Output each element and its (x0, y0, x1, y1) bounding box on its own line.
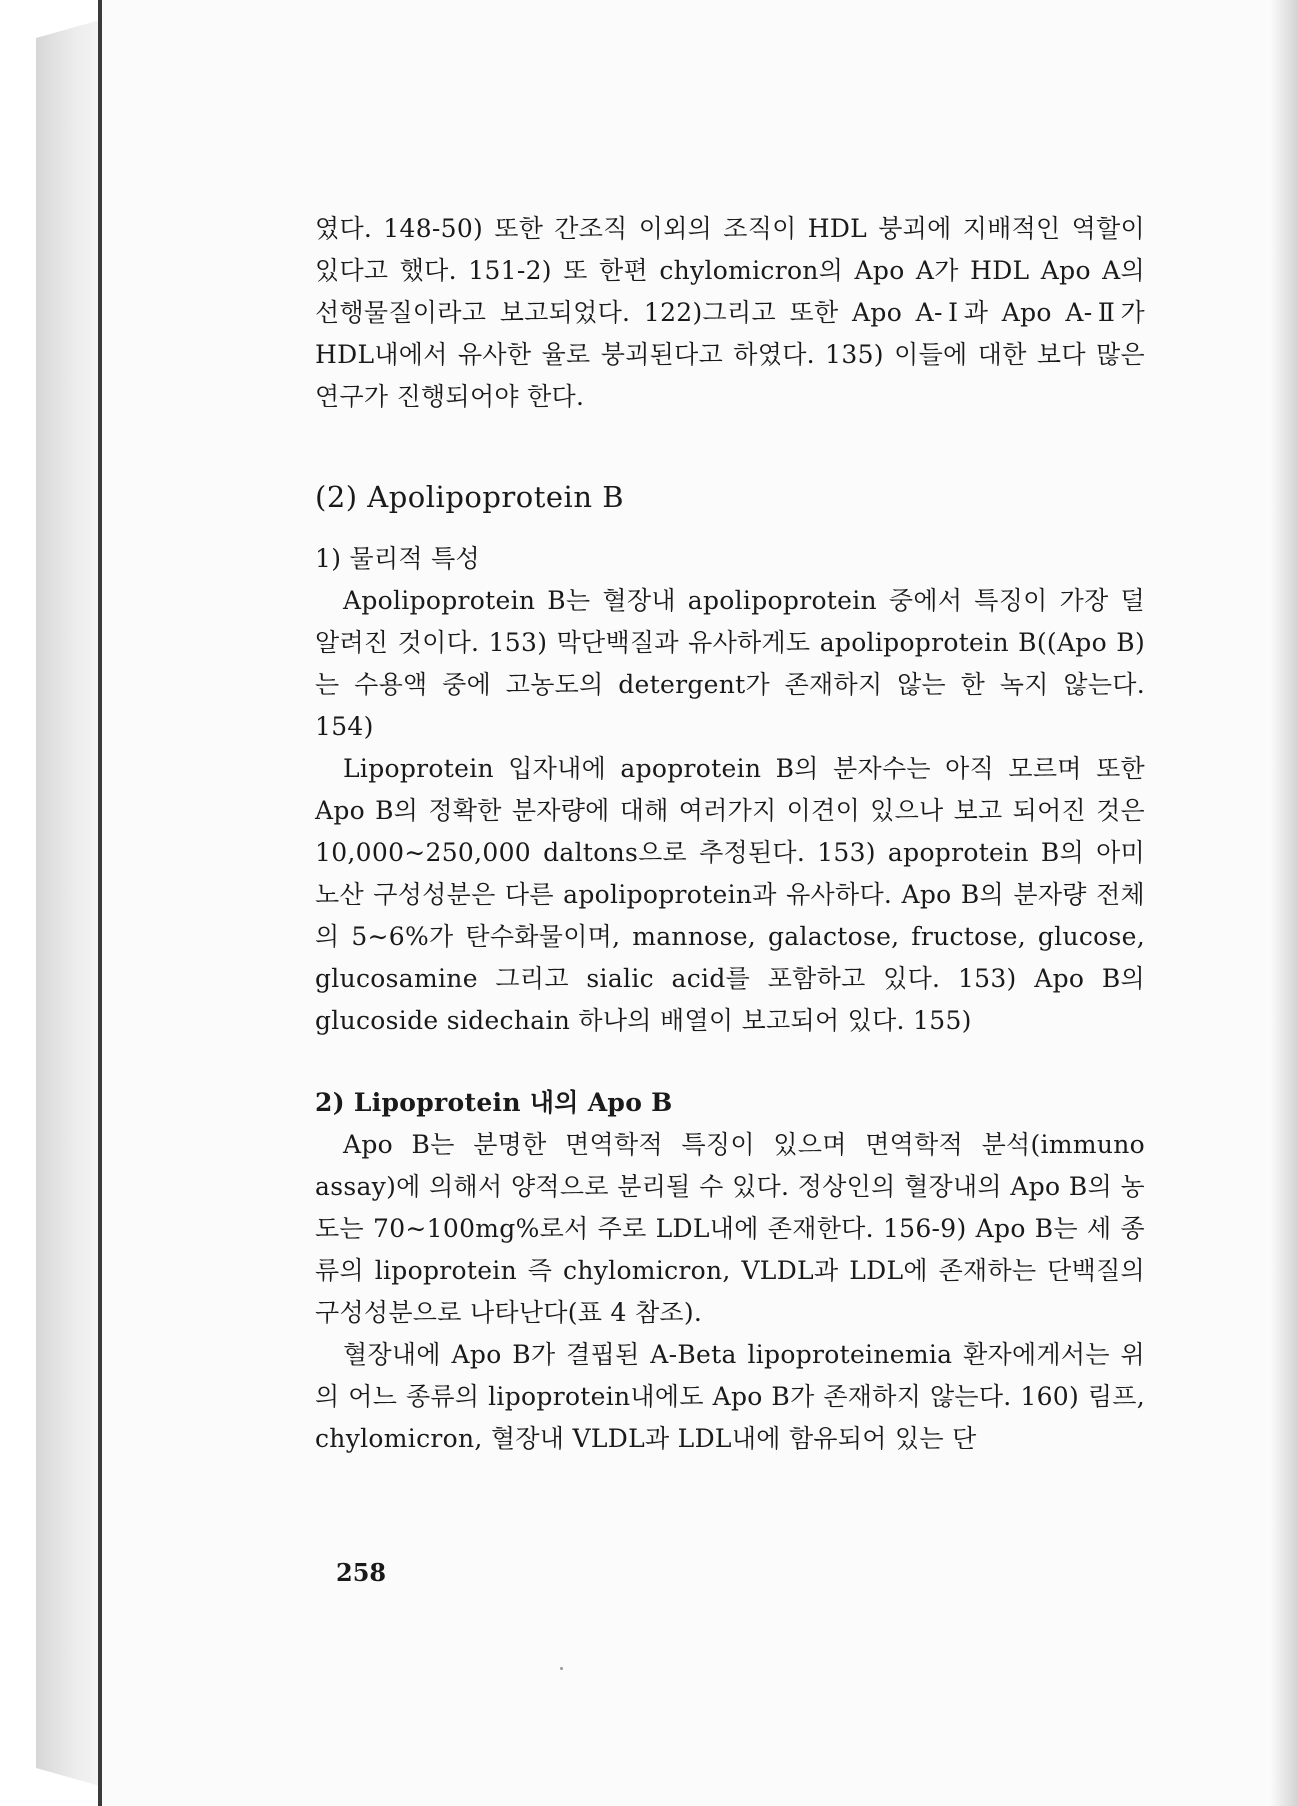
subsection-1-title: 1) 물리적 특성 (315, 544, 481, 573)
subsection-2-paragraph-1: Apo B는 분명한 면역학적 특징이 있으며 면역학적 분석(immuno assay)에 의해서 양적으로 분리될 수 있다. 정상인의 혈장내의 Apo B의 농도는 70∼100mg%로서 주로 LDL내에 존재한다. 156-9) Apo B는 세 종류의 lipoprotein 즉 chylomicron, VLDL과 LDL에 존재하는 단백질의 구성성분으로 나타난다(표 4 참조). (315, 1130, 1145, 1327)
page-shadow (1270, 0, 1298, 1806)
text-block (315, 208, 1145, 1460)
book-spine (36, 20, 100, 1786)
scan-speck (560, 1667, 563, 1670)
section-title: (2) Apolipoprotein B (315, 480, 625, 514)
subsection-1-paragraph-1: Apolipoprotein B는 혈장내 apolipoprotein 중에서 특징이 가장 덜 알려진 것이다. 153) 막단백질과 유사하게도 apolipoprotein B((Apo B)는 수용액 중에 고농도의 detergent가 존재하지 않는 한 녹지 않는다. 154) (315, 586, 1145, 741)
subsection-2-title: 2) Lipoprotein 내의 Apo B (315, 1088, 673, 1117)
intro-paragraph: 였다. 148-50) 또한 간조직 이외의 조직이 HDL 붕괴에 지배적인 역할이 있다고 했다. 151-2) 또 한편 chylomicron의 Apo A가 HDL Apo A의 선행물질이라고 보고되었다. 122)그리고 또한 Apo A-Ⅰ과 Apo A-Ⅱ가 HDL내에서 유사한 율로 붕괴된다고 하였다. 135) 이들에 대한 보다 많은 연구가 진행되어야 한다. (315, 214, 1145, 411)
subsection-1-paragraph-2: Lipoprotein 입자내에 apoprotein B의 분자수는 아직 모르며 또한 Apo B의 정확한 분자량에 대해 여러가지 이견이 있으나 보고 되어진 것은 10,000∼250,000 daltons으로 추정된다. 153) apoprotein B의 아미노산 구성성분은 다른 apolipoprotein과 유사하다. Apo B의 분자량 전체의 5∼6%가 탄수화물이며, mannose, galactose, fructose, glucose, glucosamine 그리고 sialic acid를 포함하고 있다. 153) Apo B의 glucoside sidechain 하나의 배열이 보고되어 있다. 155) (315, 754, 1145, 1035)
subsection-2-paragraph-2: 혈장내에 Apo B가 결핍된 A-Beta lipoproteinemia 환자에게서는 위의 어느 종류의 lipoprotein내에도 Apo B가 존재하지 않는다. 160) 림프, chylomicron, 혈장내 VLDL과 LDL내에 함유되어 있는 단 (315, 1340, 1145, 1453)
page-number: 258 (336, 1558, 387, 1587)
